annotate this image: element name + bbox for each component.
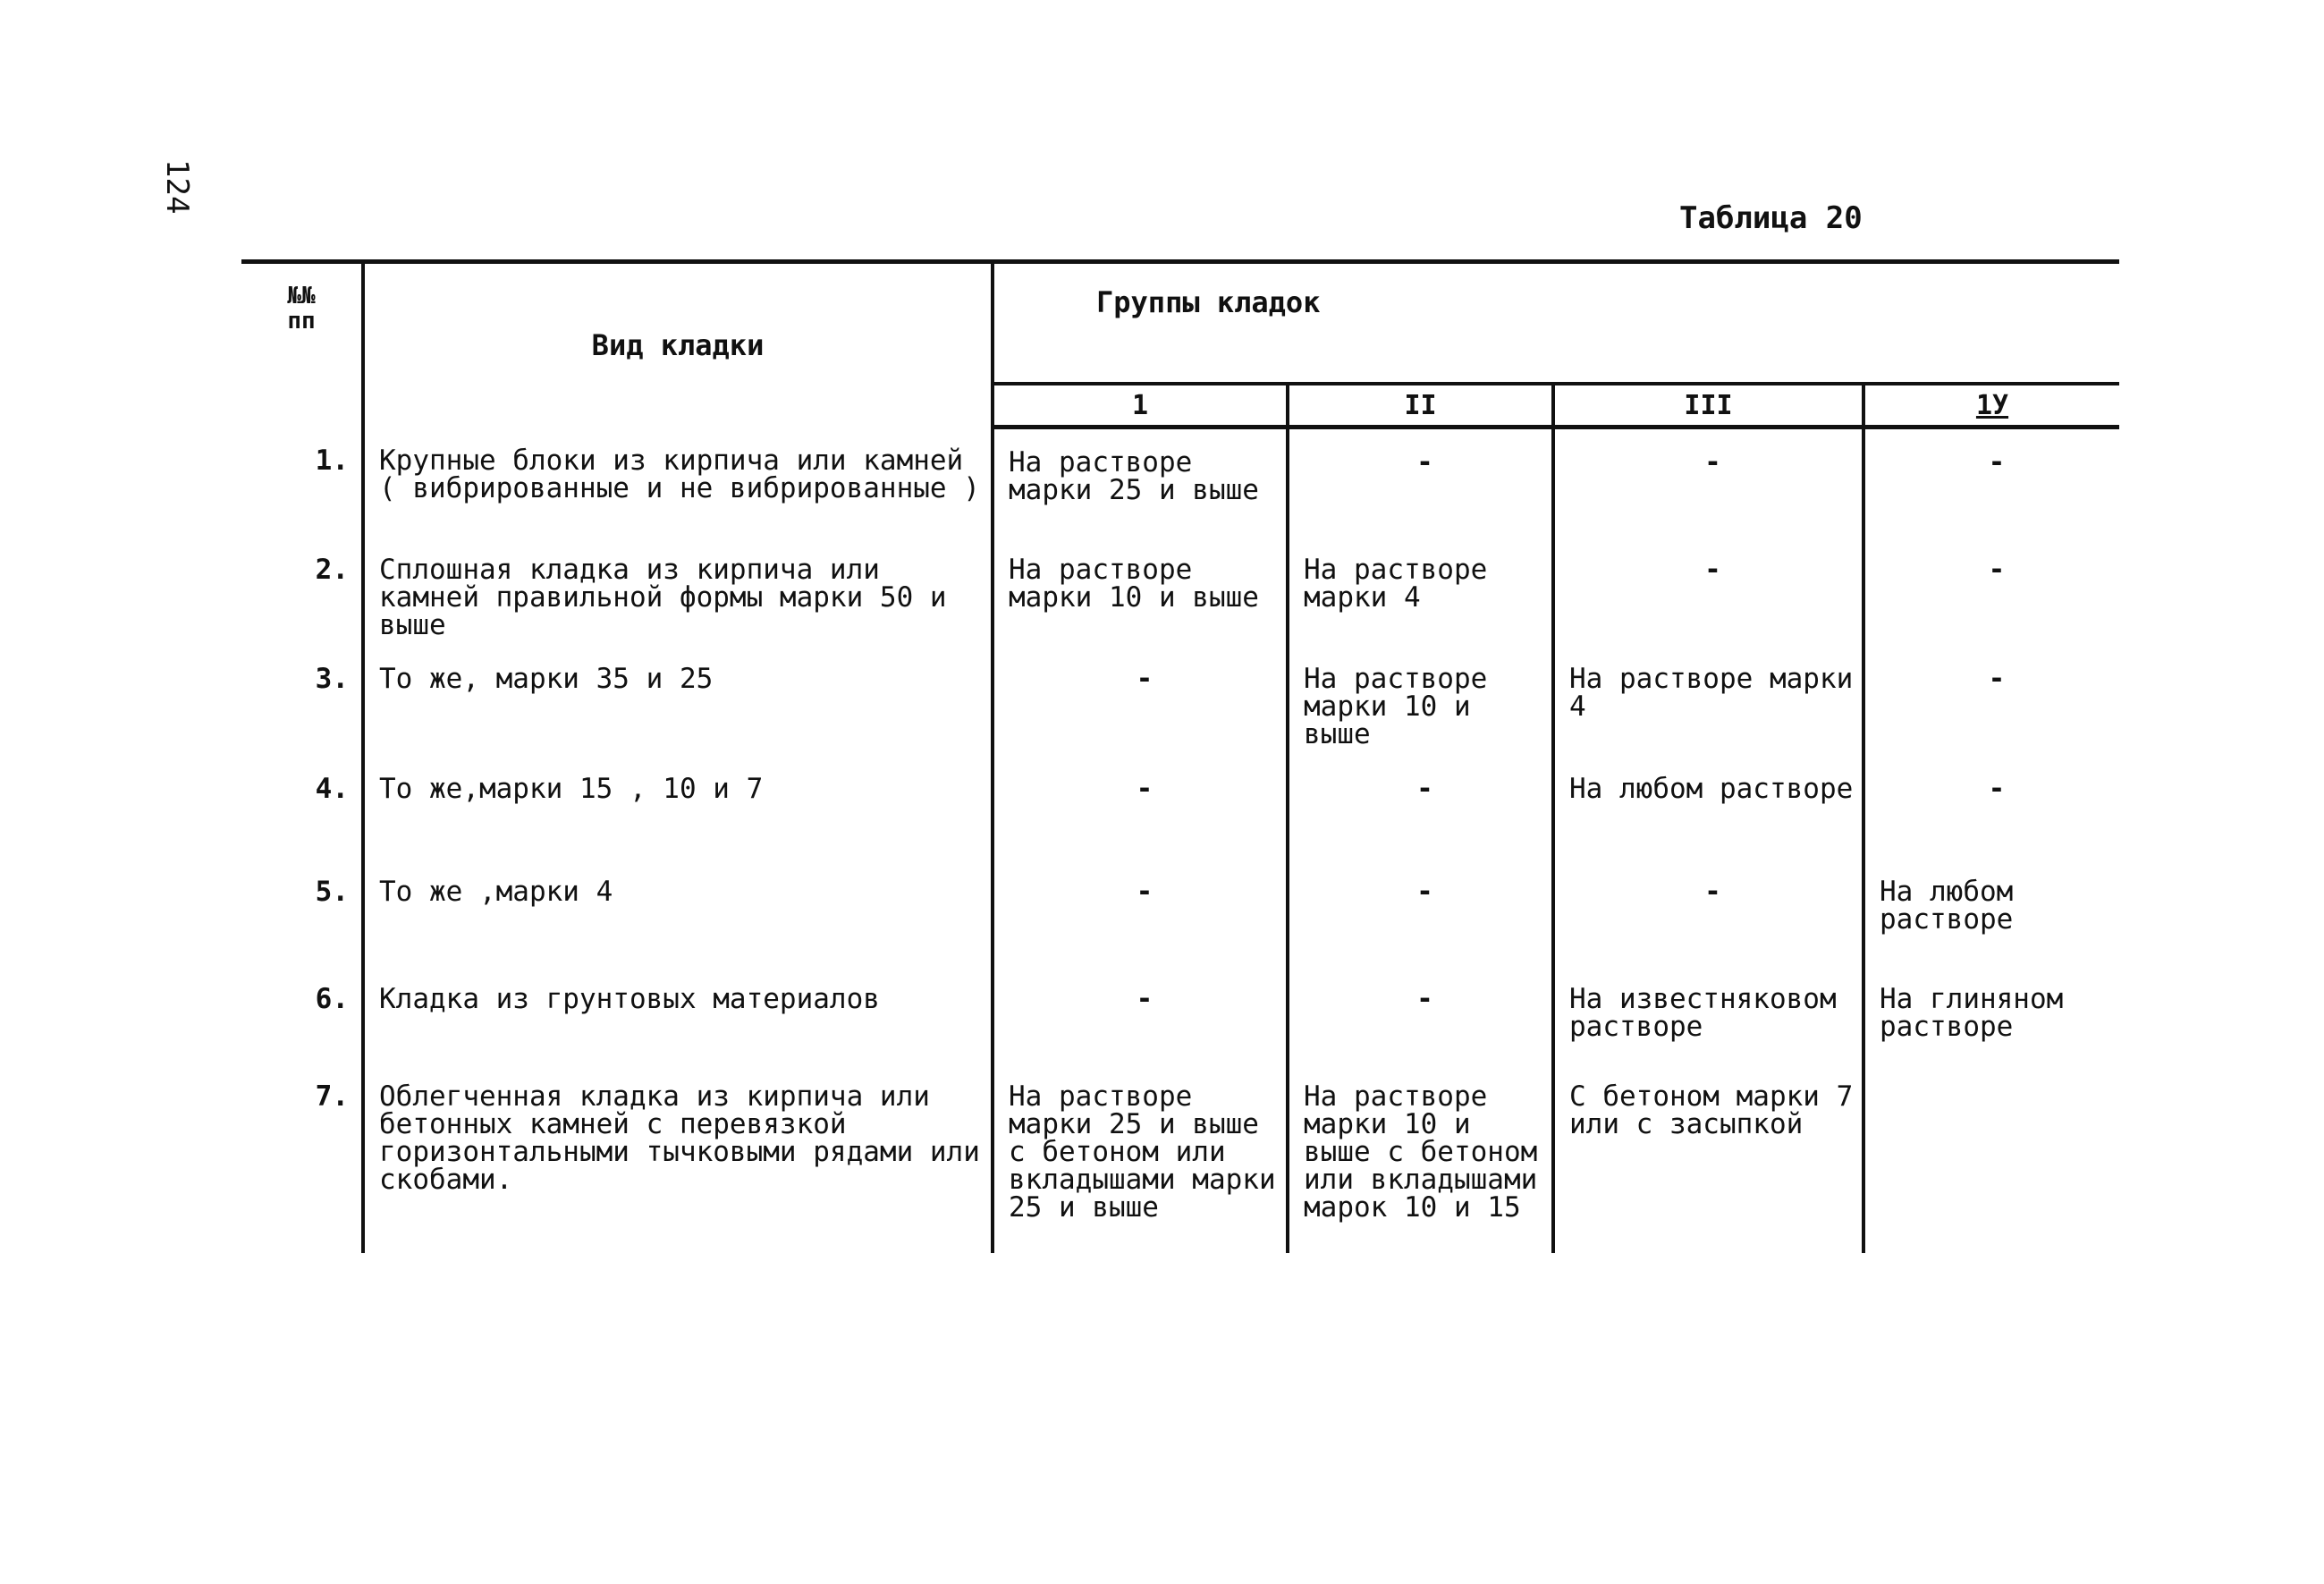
row-3-kind: То же, марки 35 и 25	[363, 646, 993, 756]
row-6-g1: -	[993, 966, 1288, 1063]
row-6-g4: На глиняном растворе	[1863, 966, 2119, 1063]
table-row	[241, 966, 2119, 1063]
row-4-g4: -	[1863, 756, 2119, 859]
table-row	[241, 756, 2119, 859]
table-row	[241, 1063, 2119, 1253]
row-1-g2: -	[1288, 428, 1553, 538]
row-2-num: 2.	[315, 554, 349, 586]
row-1-num: 1.	[315, 444, 349, 477]
page-number: 124	[159, 159, 195, 215]
row-7-g1: На растворе марки 25 и выше с бетоном или вкладышами марки 25 и выше	[993, 1063, 1288, 1253]
row-3-g4: -	[1863, 646, 2119, 756]
table-row	[241, 428, 2119, 538]
row-4-g1: -	[993, 756, 1288, 859]
row-1-kind: Крупные блоки из кирпича или камней ( вибрированные и не вибрированные )	[363, 428, 993, 538]
row-3-g1: -	[993, 646, 1288, 756]
row-2-g2: На растворе марки 4	[1288, 537, 1553, 646]
row-7-g2: На растворе марки 10 и выше с бетоном или вкладышами марок 10 и 15	[1288, 1063, 1553, 1253]
row-7-num: 7.	[315, 1080, 349, 1113]
row-1-g1: На растворе марки 25 и выше	[993, 428, 1288, 538]
row-2-g4: -	[1863, 537, 2119, 646]
row-4-kind: То же,марки 15 , 10 и 7	[363, 756, 993, 859]
header-group-3: III	[1553, 384, 1863, 428]
row-7-g3: С бетоном марки 7 или с засыпкой	[1553, 1063, 1863, 1253]
row-5-g4: На любом растворе	[1863, 859, 2119, 966]
row-6-g2: -	[1288, 966, 1553, 1063]
header-group-4: 1У	[1863, 384, 2119, 428]
header-groups: Группы кладок	[993, 262, 2119, 385]
row-4-num: 4.	[315, 773, 349, 805]
row-1-g3: -	[1553, 428, 1863, 538]
row-5-g2: -	[1288, 859, 1553, 966]
header-group-2: II	[1288, 384, 1553, 428]
table-title: Таблица 20	[1679, 200, 1863, 236]
row-4-g3: На любом растворе	[1553, 756, 1863, 859]
row-5-kind: То же ,марки 4	[363, 859, 993, 966]
masonry-groups-table	[241, 259, 2119, 1253]
row-3-g3: На растворе марки 4	[1553, 646, 1863, 756]
row-5-num: 5.	[315, 876, 349, 908]
row-7-kind: Облегченная кладка из кирпича или бетонных камней с перевязкой горизонтальными тычковыми рядами или скобами.	[363, 1063, 993, 1253]
row-2-kind: Сплошная кладка из кирпича или камней правильной формы марки 50 и выше	[363, 537, 993, 646]
row-3-num: 3.	[315, 663, 349, 695]
row-2-g1: На растворе марки 10 и выше	[993, 537, 1288, 646]
table-row	[241, 646, 2119, 756]
row-5-g1: -	[993, 859, 1288, 966]
header-kind: Вид кладки	[363, 262, 993, 428]
row-6-num: 6.	[315, 983, 349, 1015]
row-7-g4	[1863, 1063, 2119, 1253]
row-1-g4: -	[1863, 428, 2119, 538]
row-6-g3: На известняковом растворе	[1553, 966, 1863, 1063]
header-group-1: 1	[993, 384, 1288, 428]
table-row	[241, 859, 2119, 966]
table-row	[241, 537, 2119, 646]
row-2-g3: -	[1553, 537, 1863, 646]
row-4-g2: -	[1288, 756, 1553, 859]
row-3-g2: На растворе марки 10 и выше	[1288, 646, 1553, 756]
header-num: №№ пп	[241, 262, 363, 428]
row-5-g3: -	[1553, 859, 1863, 966]
row-6-kind: Кладка из грунтовых материалов	[363, 966, 993, 1063]
